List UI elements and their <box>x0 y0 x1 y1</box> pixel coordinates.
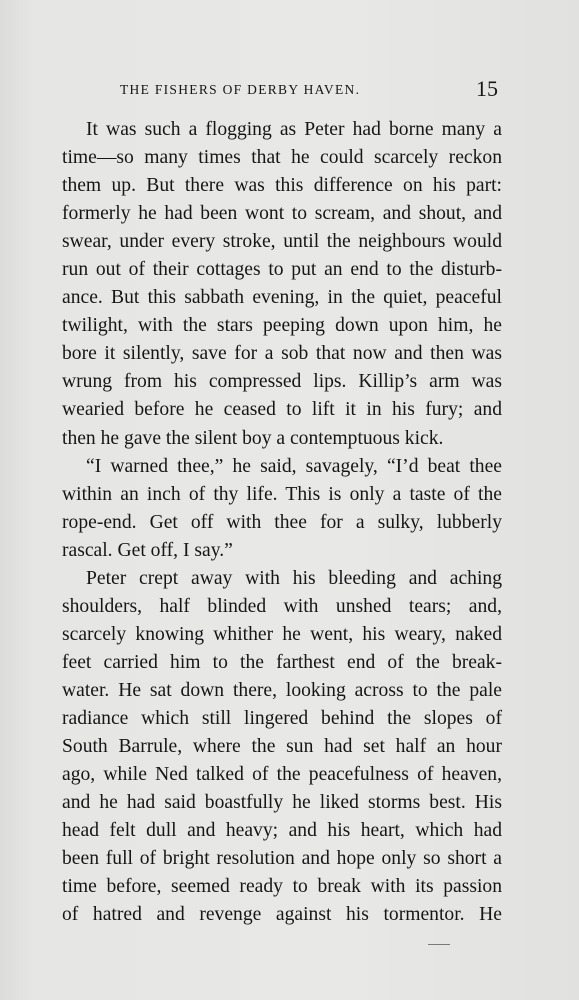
text-line: time—so many times that he could scarcely reckon <box>62 147 502 169</box>
running-header <box>0 76 579 104</box>
text-line: radiance which still lingered behind the slopes of <box>62 707 502 729</box>
text-line: ago, while Ned talked of the peacefulness of heaven, <box>62 764 502 786</box>
text-line: wearied before he ceased to lift it in his fury; and <box>62 399 502 421</box>
text-line: swear, under every stroke, until the neighbours would <box>62 231 502 253</box>
text-line: rascal. Get off, I say.” <box>62 539 233 561</box>
body-text <box>62 116 502 929</box>
text-line: scarcely knowing whither he went, his weary, naked <box>62 623 502 645</box>
text-line: feet carried him to the farthest end of the break- <box>62 651 502 673</box>
text-line: It was such a flogging as Peter had borne many a <box>86 119 502 140</box>
text-line: shoulders, half blinded with unshed tears; and, <box>62 595 502 617</box>
text-line: been full of bright resolution and hope only so short a <box>62 848 502 870</box>
text-line: time before, seemed ready to break with its passion <box>62 876 502 898</box>
text-line: twilight, with the stars peeping down upon him, he <box>62 315 502 337</box>
page-number: 15 <box>476 76 498 101</box>
text-line: bore it silently, save for a sob that now and then was <box>62 343 502 365</box>
text-line: ance. But this sabbath evening, in the quiet, peaceful <box>62 287 502 309</box>
text-line: them up. But there was this difference on his part: <box>62 175 502 197</box>
text-line: head felt dull and heavy; and his heart, which had <box>62 820 502 842</box>
text-line: run out of their cottages to put an end to the disturb- <box>62 259 502 281</box>
running-title: THE FISHERS OF DERBY HAVEN. <box>120 82 361 97</box>
footer-rule <box>428 944 450 945</box>
text-line: wrung from his compressed lips. Killip’s arm was <box>62 371 502 393</box>
text-line: and he had said boastfully he liked storms best. His <box>62 792 502 814</box>
text-line: then he gave the silent boy a contemptuous kick. <box>62 427 444 449</box>
text-line: water. He sat down there, looking across to the pale <box>62 679 502 701</box>
text-line: formerly he had been wont to scream, and shout, and <box>62 203 502 225</box>
text-line: “I warned thee,” he said, savagely, “I’d beat thee <box>86 455 502 477</box>
text-line: within an inch of thy life. This is only a taste of the <box>62 483 502 505</box>
text-line: Peter crept away with his bleeding and aching <box>86 567 502 589</box>
text-line: rope-end. Get off with thee for a sulky, lubberly <box>62 511 502 533</box>
text-line: South Barrule, where the sun had set half an hour <box>62 736 502 758</box>
text-line: of hatred and revenge against his tormentor. He <box>62 904 502 926</box>
